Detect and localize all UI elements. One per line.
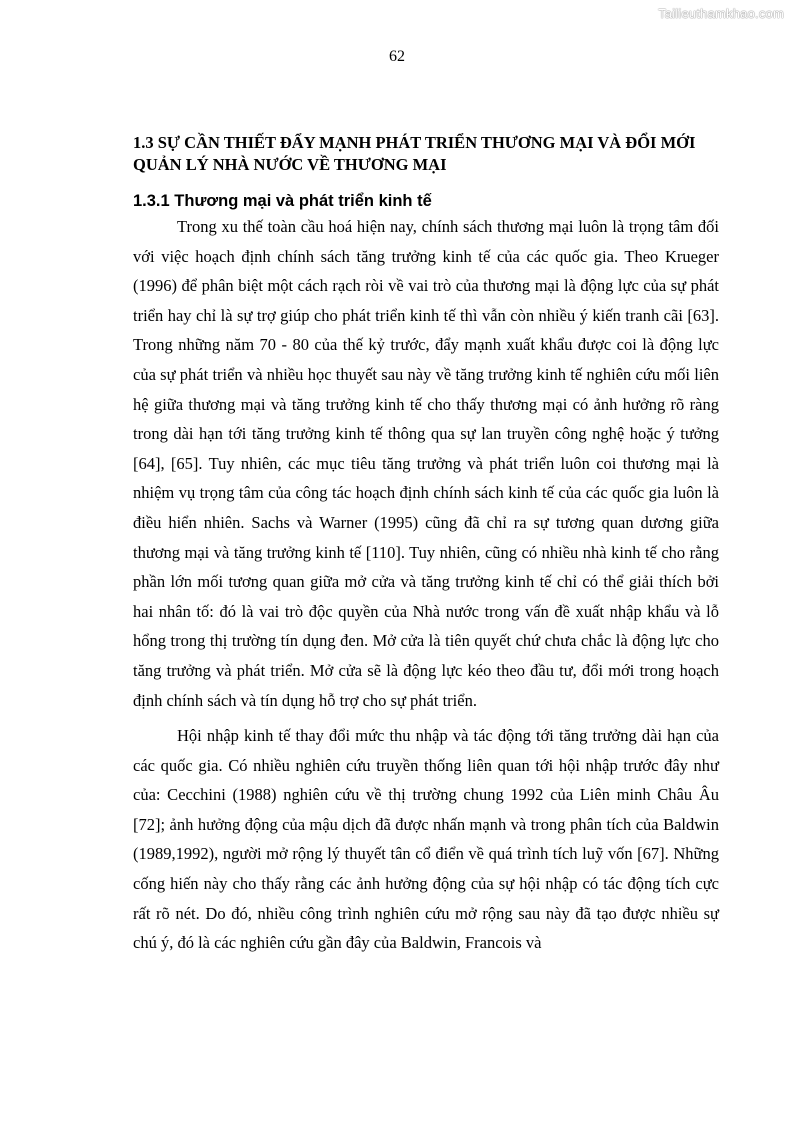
paragraph-2: Hội nhập kinh tế thay đổi mức thu nhập và tác động tới tăng trưởng dài hạn của các quốc gia. Có nhiều nghiên cứu truyền thống liên quan tới hội nhập trước đây như của: Cecchini (1988) nghiên cứu về thị trường chung 1992 của Liên minh Châu Âu [72]; ảnh hưởng động của mậu dịch đã được nhấn mạnh và trong phân tích của Baldwin (1989,1992), người mở rộng lý thuyết tân cổ điển về quá trình tích luỹ vốn [67]. Những cống hiến này cho thấy rằng các ảnh hưởng động của sự hội nhập có tác động tích cực rất rõ nét. Do đó, nhiều công trình nghiên cứu mở rộng sau này đã tạo được nhiều sự chú ý, đó là các nghiên cứu gần đây của Baldwin, Francois và — [133, 726, 719, 953]
paragraph-1: Trong xu thế toàn cầu hoá hiện nay, chính sách thương mại luôn là trọng tâm đối với việc hoạch định chính sách tăng trưởng kinh tế của các quốc gia. Theo Krueger (1996) để phân biệt một cách rạch ròi về vai trò của thương mại là động lực của sự phát triển hay chỉ là sự trợ giúp cho phát triển kinh tế thì vẫn còn nhiều ý kiến tranh cãi [63]. Trong những năm 70 - 80 của thế kỷ trước, đẩy mạnh xuất khẩu được coi là động lực của sự phát triển và nhiều học thuyết sau này về tăng trưởng kinh tế nghiên cứu mối liên hệ giữa thương mại và tăng trưởng kinh tế cho thấy thương mại có ảnh hưởng rõ ràng trong dài hạn tới tăng trưởng kinh tế thông qua sự lan truyền công nghệ hoặc ý tưởng [64], [65]. Tuy nhiên, các mục tiêu tăng trưởng và phát triển luôn coi thương mại là nhiệm vụ trọng tâm của công tác hoạch định chính sách kinh tế của các quốc gia luôn là điều hiển nhiên. Sachs và Warner (1995) cũng đã chỉ ra sự tương quan dương giữa thương mại và tăng trưởng kinh tế [110]. Tuy nhiên, cũng có nhiều nhà kinh tế cho rằng phần lớn mối tương quan giữa mở cửa và tăng trưởng kinh tế chỉ có thể giải thích bởi hai nhân tố: đó là vai trò độc quyền của Nhà nước trong vấn đề xuất nhập khẩu và lỗ hổng trong thị trường tín dụng đen. Mở cửa là tiên quyết chứ chưa chắc là động lực cho tăng trưởng và phát triển. Mở cửa sẽ là động lực kéo theo đầu tư, đổi mới trong hoạch định chính sách và tín dụng hỗ trợ cho sự phát triển. — [133, 217, 719, 710]
watermark: Tailieuthamkhao.com — [658, 6, 784, 21]
section-title: 1.3 SỰ CẦN THIẾT ĐẨY MẠNH PHÁT TRIỂN THƯƠNG MẠI VÀ ĐỔI MỚI QUẢN LÝ NHÀ NƯỚC VỀ THƯƠNG MẠI — [133, 133, 696, 174]
page-number: 62 — [389, 48, 405, 65]
subsection-title: 1.3.1 Thương mại và phát triển kinh tế — [133, 192, 432, 210]
document-body — [133, 132, 719, 958]
